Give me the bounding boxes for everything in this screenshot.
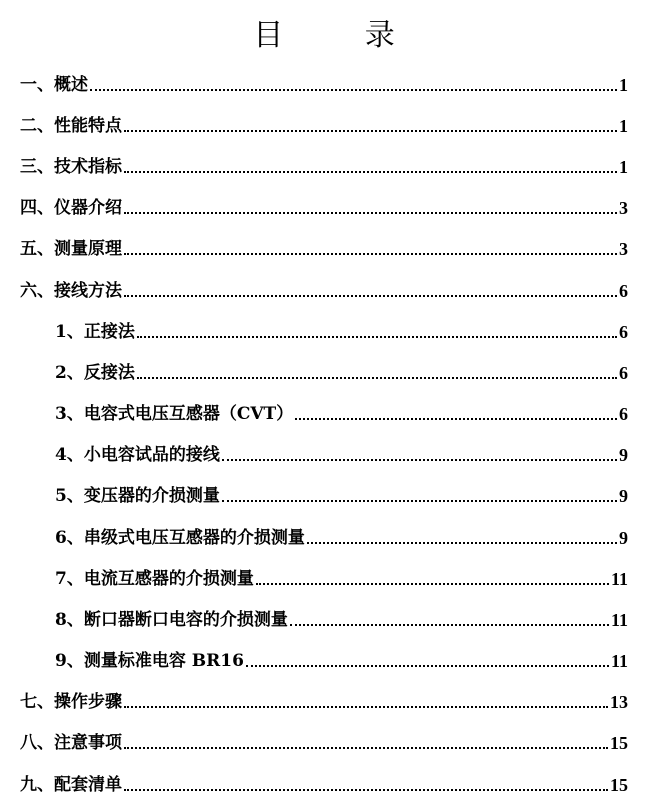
- dot-leader: [137, 377, 617, 379]
- toc-entry[interactable]: [20, 774, 628, 796]
- toc-entry-label: 5、变压器的介损测量: [55, 486, 220, 506]
- toc-entry-page: 1: [619, 116, 628, 136]
- toc-entry-label: 五、测量原理: [20, 239, 122, 259]
- dot-leader: [222, 500, 617, 502]
- toc-entry-label: 三、技术指标: [20, 157, 122, 177]
- dot-leader: [222, 459, 617, 461]
- toc-entry-page: 13: [610, 692, 628, 712]
- toc-entry[interactable]: [20, 691, 628, 713]
- toc-entry[interactable]: [20, 115, 628, 137]
- toc-entry-page: 6: [619, 281, 628, 301]
- toc-entry-page: 11: [610, 610, 628, 630]
- toc-subentry[interactable]: [55, 527, 628, 549]
- toc-entry-label: 4、小电容试品的接线: [55, 445, 220, 465]
- toc-entry-label: 六、接线方法: [20, 281, 122, 301]
- dot-leader: [124, 747, 608, 749]
- toc-entry-page: 1: [619, 75, 628, 95]
- toc-entry-label: 3、电容式电压互感器（CVT）: [55, 404, 294, 424]
- toc-subentry[interactable]: [55, 568, 628, 590]
- dot-leader: [124, 212, 617, 214]
- dot-leader: [90, 89, 617, 91]
- dot-leader: [124, 706, 608, 708]
- toc-subentry[interactable]: [55, 444, 628, 466]
- toc-entry-page: 1: [619, 157, 628, 177]
- dot-leader: [307, 542, 617, 544]
- toc-entry[interactable]: [20, 74, 628, 96]
- toc-entry-label: 七、操作步骤: [20, 692, 122, 712]
- toc-entry-page: 6: [619, 404, 628, 424]
- toc-entry-page: 15: [610, 733, 628, 753]
- dot-leader: [124, 130, 617, 132]
- toc-entry-label: 九、配套清单: [20, 775, 122, 795]
- toc-subentry[interactable]: [55, 609, 628, 631]
- toc-entry-page: 9: [619, 486, 628, 506]
- toc-entry-page: 3: [619, 198, 628, 218]
- toc-entry-label: 四、仪器介绍: [20, 198, 122, 218]
- toc-entry-label: 7、电流互感器的介损测量: [55, 569, 254, 589]
- dot-leader: [295, 418, 617, 420]
- toc-subentry[interactable]: [55, 485, 628, 507]
- toc-entry-label: 6、串级式电压互感器的介损测量: [55, 528, 305, 548]
- toc-entry-page: 11: [610, 651, 628, 671]
- toc-subentry[interactable]: [55, 403, 628, 425]
- toc-entry-label: 八、注意事项: [20, 733, 122, 753]
- dot-leader: [124, 789, 608, 791]
- toc-subentry[interactable]: [55, 650, 628, 672]
- toc-entry[interactable]: [20, 156, 628, 178]
- toc-entry-page: 11: [610, 569, 628, 589]
- dot-leader: [124, 295, 617, 297]
- toc-entry[interactable]: [20, 732, 628, 754]
- toc-entry-page: 9: [619, 445, 628, 465]
- toc-entry[interactable]: [20, 280, 628, 302]
- toc-entry-label: 1、正接法: [55, 322, 135, 342]
- toc-entry[interactable]: [20, 238, 628, 260]
- dot-leader: [137, 336, 617, 338]
- dot-leader: [246, 665, 609, 667]
- toc-entry-label: 8、断口器断口电容的介损测量: [55, 610, 288, 630]
- page-title: 目 录: [253, 18, 431, 53]
- toc-entry-label: 一、概述: [20, 75, 88, 95]
- toc-subentry[interactable]: [55, 321, 628, 343]
- toc-entry-page: 6: [619, 363, 628, 383]
- toc-entry-page: 3: [619, 239, 628, 259]
- dot-leader: [290, 624, 609, 626]
- toc-entry-page: 6: [619, 322, 628, 342]
- toc-entry-page: 15: [610, 775, 628, 795]
- toc-entry-label: 9、测量标准电容 BR16: [55, 651, 244, 671]
- dot-leader: [256, 583, 609, 585]
- toc-subentry[interactable]: [55, 362, 628, 384]
- dot-leader: [124, 171, 617, 173]
- toc-entry-label: 二、性能特点: [20, 116, 122, 136]
- toc-entry-page: 9: [619, 528, 628, 548]
- toc-entry-label: 2、反接法: [55, 363, 135, 383]
- dot-leader: [124, 253, 617, 255]
- toc-entry[interactable]: [20, 197, 628, 219]
